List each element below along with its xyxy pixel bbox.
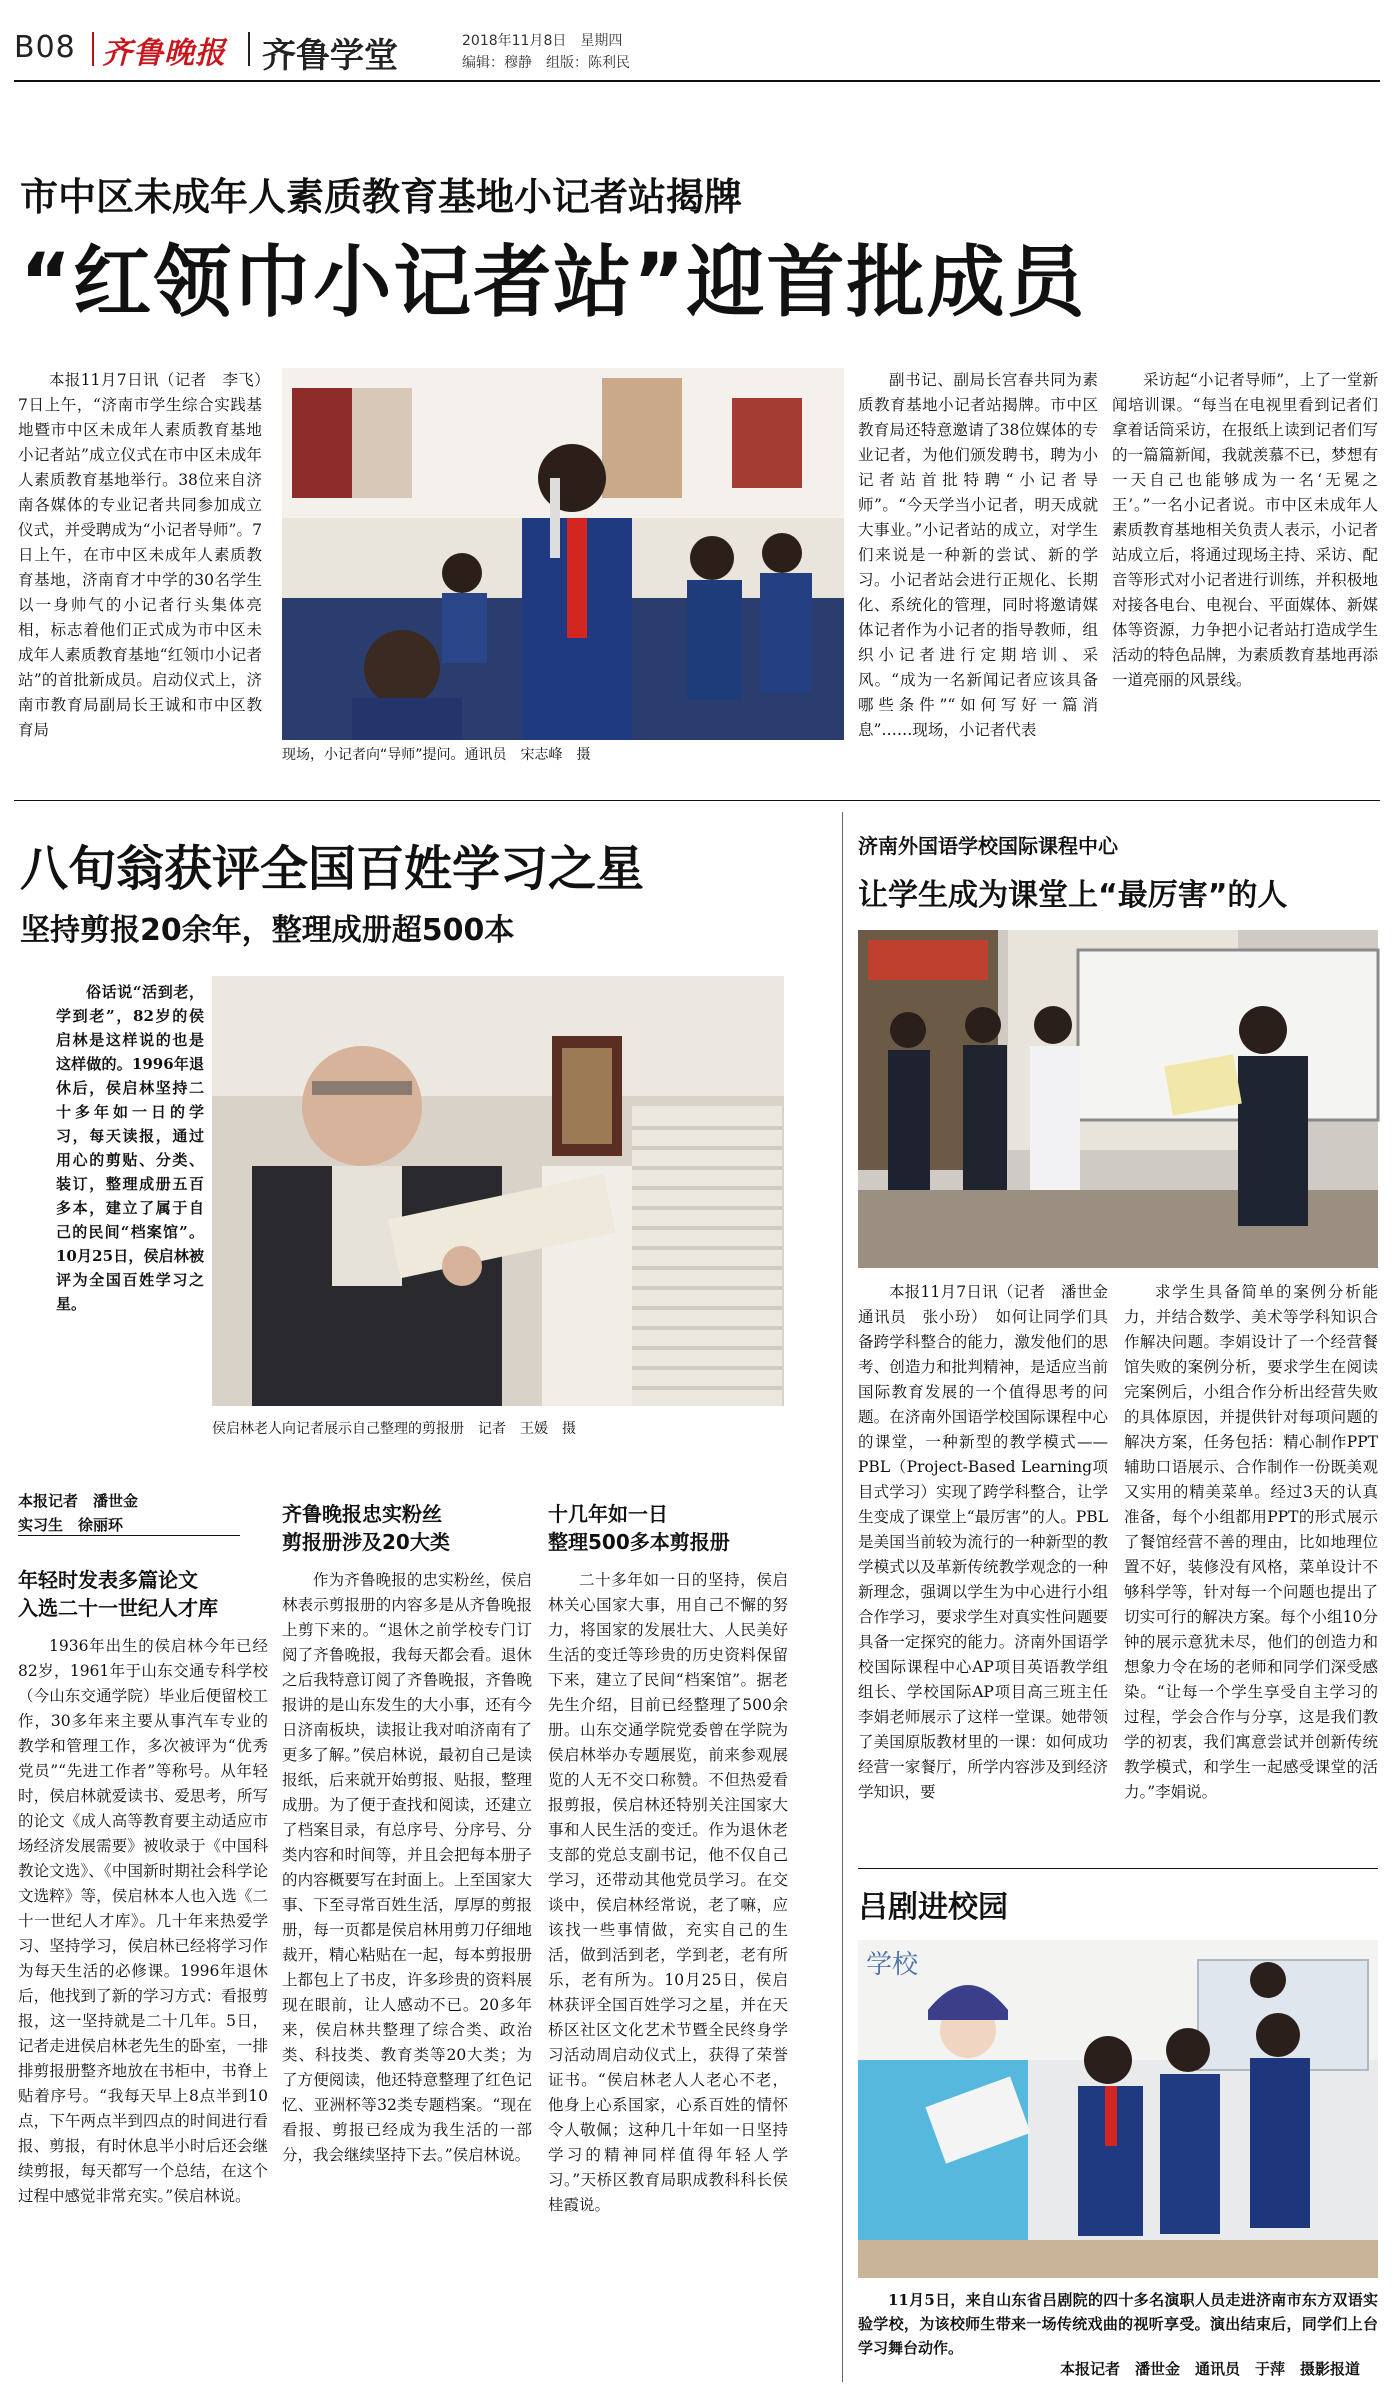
story2-subhead-3: 十几年如一日 整理500多本剪报册 xyxy=(548,1502,730,1554)
story3-headline: 让学生成为课堂上“最厉害”的人 xyxy=(858,878,1288,913)
page-code: B08 xyxy=(14,30,76,65)
section-title: 齐鲁学堂 xyxy=(262,36,398,76)
story4-wall-sign: 学校 xyxy=(866,1950,919,1980)
header-editor: 编辑：穆静 组版：陈利民 xyxy=(462,55,630,71)
story4-credit: 本报记者 潘世金 通讯员 于萍 摄影报道 xyxy=(1060,2360,1361,2378)
story2-subhead: 坚持剪报20余年，整理成册超500本 xyxy=(20,913,515,948)
header-divider-2 xyxy=(248,32,250,66)
story1-kicker: 市中区未成年人素质教育基地小记者站揭牌 xyxy=(20,175,743,219)
story1-headline: “红领巾小记者站”迎首批成员 xyxy=(20,238,1087,328)
story1-photo-caption: 现场，小记者向“导师”提问。通讯员 宋志峰 摄 xyxy=(282,747,591,763)
story2-intro: 俗话说“活到老，学到老”，82岁的侯启林是这样说的也是这样做的。1996年退休后，侯启林坚持二十多年如一日的学习，每天读报，通过用心的剪贴、分类、装订，整理成册五百多本，建立了属于自己的民间“档案馆”。10月25日，侯启林被评为全国百姓学习之星。 xyxy=(56,983,204,1313)
story1-column-1: 本报11月7日讯（记者 李飞） 7日上午，“济南市学生综合实践基地暨市中区未成年人素质教育基地小记者站”成立仪式在市中区未成年人素质教育基地举行。38位来自济南各媒体的专业记者共同参加成立仪式，并受聘成为“小记者导师”。7日上午，在市中区未成年人素质教育基地，济南育才中学的30名学生以一身帅气的小记者行头集体亮相，标志着他们正式成为市中区未成年人素质教育基地“红领巾小记者站”的首批新成员。启动仪式上，济南市教育局副局长王诚和市中区教育局 xyxy=(18,371,278,739)
story2-byline-2: 实习生 徐丽环 xyxy=(18,1514,240,1536)
story3-photo xyxy=(858,930,1378,1268)
brand-logo: 齐鲁晚报 xyxy=(102,36,226,71)
story2-subhead-1-text: 1936年出生的侯启林今年已经82岁，1961年于山东交通专科学校（今山东交通学院）毕业后便留校工作，30多年来主要从事汽车专业的教学和管理工作，多次被评为“优秀党员”“先进工作者”等称号。从年轻时，侯启林就爱读书、爱思考，所写的论文《成人高等教育要主动适应市场经济发展需要》被收录于《中国科教论文选》、《中国新时期社会科学论文选粹》等，侯启林本人也入选《二十一世纪人才库》。几十年来热爱学习、坚持学习，侯启林已经将学习作为每天生活的必修课。1996年退休后，他找到了新的学习方式：看报剪报，这一坚持就是二十几年。5日，记者走进侯启林老先生的卧室，一排排剪报册整齐地放在书柜中，书脊上贴着序号。“我每天早上8点半到10点，下午两点半到四点的时间进行看报、剪报，有时休息半小时后还会继续剪报，每天都写一个总结，在这个过程中感觉非常充实。”侯启林说。 xyxy=(18,1637,268,2205)
story2-photo xyxy=(212,976,784,1406)
header-bottom-rule xyxy=(14,80,1380,82)
story2-byline-1: 本报记者 潘世金 xyxy=(18,1492,139,1510)
header-divider xyxy=(92,32,94,66)
story2-subhead-2: 齐鲁晚报忠实粉丝 剪报册涉及20大类 xyxy=(282,1502,450,1554)
story1-column-2: 副书记、副局长宫春共同为素质教育基地小记者站揭牌。市中区教育局还特意邀请了38位媒体的专业记者，为他们颁发聘书，聘为小记者站首批特聘“小记者导师”。“今天学当小记者，明天成就大事业。”小记者站的成立，对学生们来说是一种新的尝试、新的学习。小记者站会进行正规化、长期化、系统化的管理，同时将邀请媒体记者作为小记者的指导教师，组织小记者进行定期培训、采风。“成为一名新闻记者应该具备哪些条件”“如何写好一篇消息”……现场，小记者代表 xyxy=(858,371,1098,739)
story1-column-3: 采访起“小记者导师”，上了一堂新闻培训课。“每当在电视里看到记者们拿着话筒采访，在报纸上读到记者们写的一篇篇新闻，我就羡慕不已，梦想有一天自己也能够成为一名‘无冕之王’。”一名小记者说。市中区未成年人素质教育基地相关负责人表示，小记者站成立后，将通过现场主持、采访、配音等形式对小记者进行训练，并积极地对接各电台、电视台、平面媒体、新媒体等资源，力争把小记者站打造成学生活动的特色品牌，为素质教育基地再添一道亮丽的风景线。 xyxy=(1112,371,1378,689)
header-date: 2018年11月8日 星期四 xyxy=(462,33,623,49)
story4-caption: 11月5日，来自山东省吕剧院的四十多名演职人员走进济南市东方双语实验学校，为该校师生带来一场传统戏曲的视听享受。演出结束后，同学们上台学习舞台动作。 xyxy=(858,2291,1378,2357)
story2-photo-caption: 侯启林老人向记者展示自己整理的剪报册 记者 王媛 摄 xyxy=(212,1421,576,1437)
story1-bottom-rule xyxy=(14,800,1380,801)
story2-subhead-1: 年轻时发表多篇论文 入选二十一世纪人才库 xyxy=(18,1568,218,1620)
story1-photo xyxy=(282,368,844,740)
story2-headline: 八旬翁获评全国百姓学习之星 xyxy=(20,841,645,897)
story4-photo xyxy=(858,1940,1378,2278)
column-divider-vertical xyxy=(842,812,843,2382)
story3-column-2: 求学生具备简单的案例分析能力，并结合数学、美术等学科知识合作解决问题。李娟设计了一个经营餐馆失败的案例分析，要求学生在阅读完案例后，小组合作分析出经营失败的具体原因，并提供针对每项问题的解决方案，任务包括：精心制作PPT辅助口语展示、合作制作一份既美观又实用的精美菜单。经过3天的认真准备，每个小组都用PPT的形式展示了餐馆经营不善的理由，比如地理位置不好，装修没有风格，菜单设计不够科学等，针对每一个问题也提出了切实可行的解决方案。每个小组10分钟的展示意犹未尽，他们的创造力和想象力令在场的老师和同学们深受感染。“让每一个学生享受自主学习的过程，学会合作与分享，这是我们教学的初衷，我们寓意尝试并创新传统教学模式，和学生一起感受课堂的活力。”李娟说。 xyxy=(1124,1283,1378,1801)
story2-subhead-3-text: 二十多年如一日的坚持，侯启林关心国家大事，用自己不懈的努力，将国家的发展壮大、人民美好生活的变迁等珍贵的历史资料保留下来，建立了民间“档案馆”。据老先生介绍，目前已经整理了500余册。山东交通学院党委曾在学院为侯启林举办专题展览，前来参观展览的人无不交口称赞。不但热爱看报剪报，侯启林还特别关注国家大事和人民生活的变迁。作为退休老支部的党总支副书记，他不仅自己学习，还带动其他党员学习。在交谈中，侯启林经常说，老了嘛，应该找一些事情做，充实自己的生活，做到活到老，学到老，老有所乐，老有所为。10月25日，侯启林获评全国百姓学习之星，并在天桥区社区文化艺术节暨全民终身学习活动周启动仪式上，获得了荣誉证书。“侯启林老人人老心不老，他身上心系国家，心系百姓的情怀令人敬佩；这种几十年如一日坚持学习的精神同样值得年轻人学习。”天桥区教育局职成教科科长侯桂霞说。 xyxy=(548,1571,788,2214)
story3-bottom-rule xyxy=(858,1868,1378,1869)
story2-subhead-2-text: 作为齐鲁晚报的忠实粉丝，侯启林表示剪报册的内容多是从齐鲁晚报上剪下来的。“退休之前学校专门订阅了齐鲁晚报，我每天都会看。退休之后我特意订阅了齐鲁晚报，齐鲁晚报讲的是山东发生的大小事，还有今日济南板块，读报让我对咱济南有了更多了解。”侯启林说，最初自己是读报纸，后来就开始剪报、贴报，整理成册。为了便于查找和阅读，还建立了档案目录，有总序号、分序号、分类内容和时间等，并且会把每本册子的内容概要写在封面上。上至国家大事、下至寻常百姓生活，厚厚的剪报册，每一页都是侯启林用剪刀仔细地裁开，精心粘贴在一起，每本剪报册上都包上了书皮，许多珍贵的资料展现在眼前，让人感动不已。20多年来，侯启林共整理了综合类、政治类、科技类、教育类等20大类；为了方便阅读，他还特意整理了红色记忆、亚洲杯等32类专题档案。“现在看报、剪报已经成为我生活的一部分，我会继续坚持下去。”侯启林说。 xyxy=(282,1571,532,2164)
story4-headline: 吕剧进校园 xyxy=(858,1890,1008,1925)
story3-column-1: 本报11月7日讯（记者 潘世金 通讯员 张小玢） 如何让同学们具备跨学科整合的能力，激发他们的思考、创造力和批判精神，是适应当前国际教育发展的一个值得思考的问题。在济南外国语学校国际课程中心的课堂，一种新型的教学模式——PBL（Project-Based Learning项目式学习）实现了跨学科整合，让学生变成了课堂上“最厉害”的人。PBL是美国当前较为流行的一种新型的教学模式以及革新传统教学观念的一种新理念，强调以学生为中心进行小组合作学习，要求学生对真实性问题要具备一定探究的能力。济南外国语学校国际课程中心AP项目英语教学组组长、学校国际AP项目高三班主任李娟老师展示了这样一堂课。她带领了美国原版教材里的一课：如何成功经营一家餐厅，所学内容涉及到经济学知识，要 xyxy=(858,1283,1124,1801)
story3-kicker: 济南外国语学校国际课程中心 xyxy=(858,834,1118,858)
